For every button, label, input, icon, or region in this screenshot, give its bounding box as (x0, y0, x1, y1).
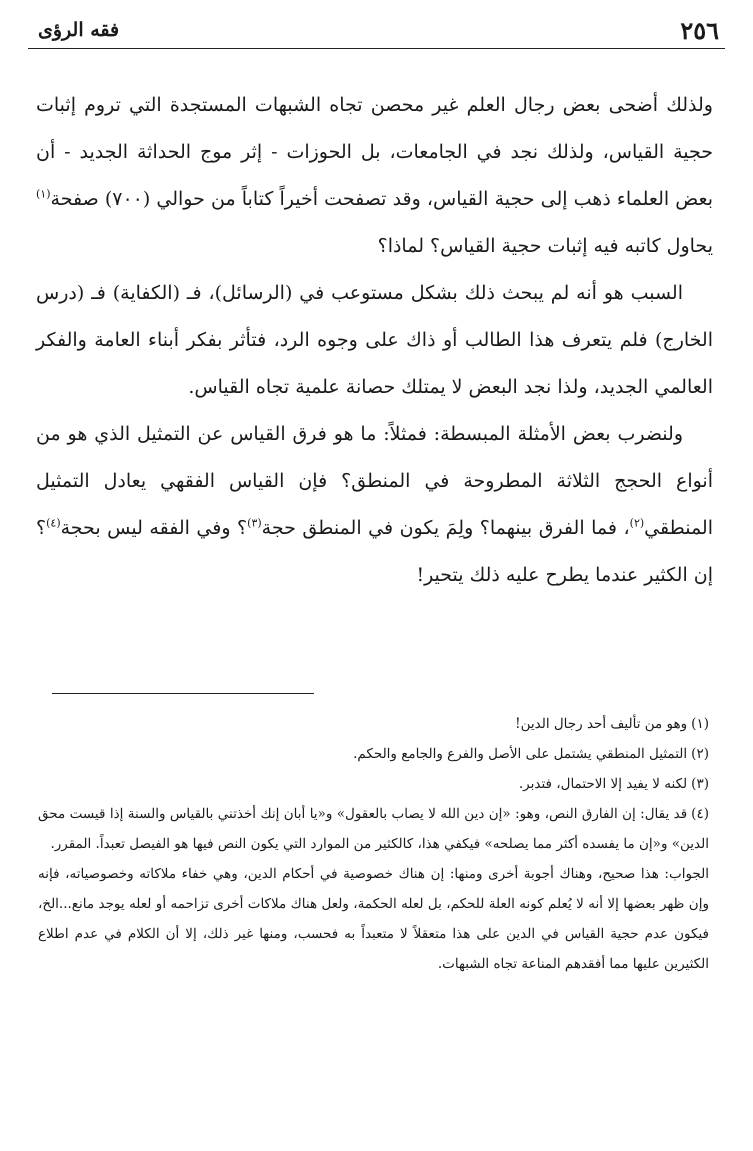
footnote-text: لكنه لا يفيد إلا الاحتمال، فتدبر. (518, 776, 688, 792)
footnote-text: التمثيل المنطقي يشتمل على الأصل والفرع والجامع والحكم. (353, 746, 688, 762)
page-header (28, 12, 725, 49)
paragraph-3-text-d: ؟ إن الكثير عندما يطرح عليه ذلك يتحير! (36, 517, 713, 586)
footnote-separator (52, 693, 314, 694)
footnote (38, 739, 709, 769)
main-text (36, 82, 713, 599)
footnote-text: الجواب: هذا صحيح، وهناك أجوبة أخرى ومنها: إن هناك خصوصية في أحكام الدين، وهي خفاء ملاكاته وخصوصياته، فإنه وإن ظهر بعضها إلا أنه لا يُعلم كونه العلة للحكم، بل لعله الحكمة، ولعل هناك ملاكات أخرى تزاحمه أو لعله يوجد مانع...الخ، فيكون عدم حجية القياس في الدين على هذا متعقلاً لا متعبداً به فحسب، ومنها غير ذلك، إلا أن الكلام في عدم اطلاع الكثيرين عليها مما أفقدهم المناعة تجاه الشبهات. (38, 866, 709, 972)
footnote-number: (١) (691, 716, 709, 732)
footnotes (38, 709, 709, 979)
paragraph-1-text-after: يحاول كاتبه فيه إثبات حجية القياس؟ لماذا؟ (377, 235, 713, 257)
paragraph-3 (36, 411, 713, 599)
footnote-number: (٤) (691, 806, 709, 822)
footnote-ref-1: (١) (36, 187, 51, 201)
footnote-ref-3: (٣) (247, 516, 262, 530)
footnote-number: (٢) (691, 746, 709, 762)
footnote-continuation (38, 859, 709, 979)
paragraph-3-text-c: ؟ وفي الفقه ليس بحجة (60, 517, 248, 539)
running-title: فقه الرؤى (38, 19, 120, 41)
footnote-text: وهو من تأليف أحد رجال الدين! (515, 716, 688, 732)
footnote (38, 709, 709, 739)
paragraph-3-text-a: ولنضرب بعض الأمثلة المبسطة: فمثلاً: ما هو فرق القياس عن التمثيل الذي هو من أنواع الحجج الثلاثة المطروحة في المنطق؟ فإن القياس الفقهي يعادل التمثيل المنطقي (36, 423, 713, 539)
footnote (38, 769, 709, 799)
paragraph-2: السبب هو أنه لم يبحث ذلك بشكل مستوعب في (الرسائل)، فـ (الكفاية) فـ (درس الخارج) فلم يتعرف هذا الطالب أو ذاك على وجوه الرد، فتأثر بفكر أبناء العامة والفكر العالمي الجديد، ولذا نجد البعض لا يمتلك حصانة علمية تجاه القياس. (36, 282, 713, 398)
footnote-ref-4: (٤) (46, 516, 61, 530)
paragraph-1 (36, 82, 713, 270)
footnote (38, 799, 709, 859)
footnote-text: قد يقال: إن الفارق النص، وهو: «إن دين الله لا يصاب بالعقول» و«يا أبان إنك أخذتني بالقياس والسنة إذا قيست محق الدين» و«إن ما يفسده أكثر مما يصلحه» فيكفي هذا، كالكثير من الموارد التي يكون النص فيها هو الفيصل تعبداً. المقرر. (38, 806, 709, 852)
footnote-ref-2: (٢) (629, 516, 645, 530)
paragraph-3-text-b: ، فما الفرق بينهما؟ ولِمَ يكون في المنطق حجة (261, 517, 630, 539)
paragraph-1-text: ولذلك أضحى بعض رجال العلم غير محصن تجاه الشبهات المستجدة التي تروم إثبات حجية القياس، ولذلك نجد في الجامعات، بل الحوزات - إثر موج الحداثة الجديد - أن بعض العلماء ذهب إلى حجية القياس، وقد تصفحت أخيراً كتاباً من حوالي (٧٠٠) صفحة (36, 94, 713, 210)
footnote-number: (٣) (691, 776, 709, 792)
page-number: ٢٥٦ (680, 16, 719, 45)
